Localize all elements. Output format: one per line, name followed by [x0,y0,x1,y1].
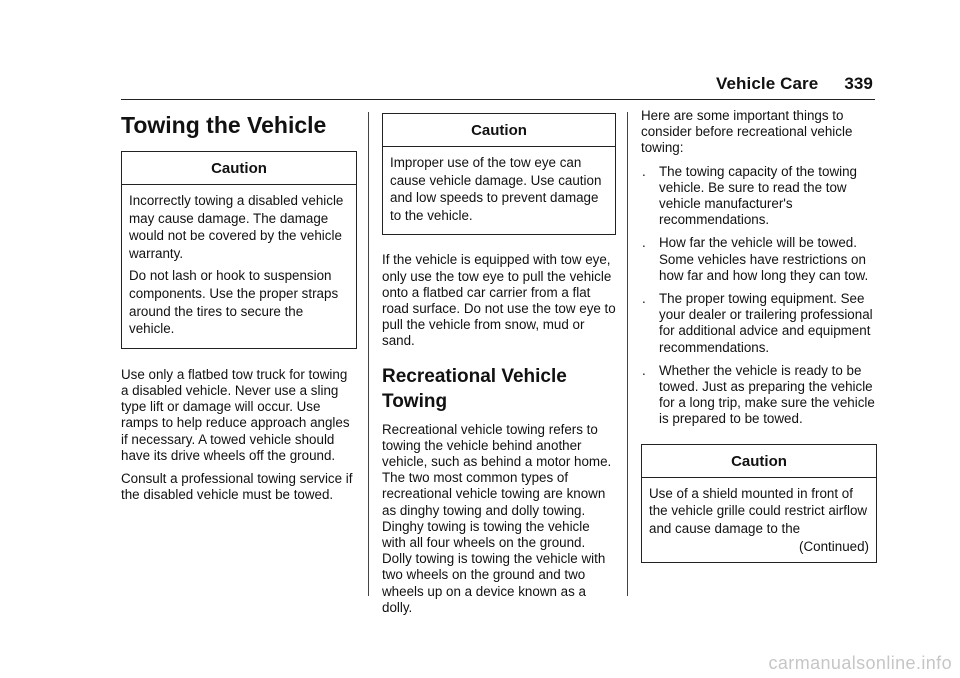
bullet-marker: . [642,291,646,307]
caution-body [122,185,356,348]
caution-paragraph: Use of a shield mounted in front of the vehicle grille could restrict airflow and cause damage to the [649,485,868,536]
list-item-text: Whether the vehicle is ready to be towed. Just as preparing the vehicle for a long trip, make sure the vehicle is prepared to be towed. [659,362,875,427]
column-1 [121,108,357,510]
caution-box-disabled-vehicle [121,151,357,349]
section-title: Vehicle Care [716,74,819,93]
caution-box-tow-eye [382,113,616,235]
watermark: carmanualsonline.info [768,653,952,673]
bullet-list [641,164,877,428]
caution-box-shield [641,444,877,564]
page-header [0,74,873,94]
caution-paragraph: Improper use of the tow eye can cause vehicle damage. Use caution and low speeds to prevent damage to the vehicle. [390,155,602,223]
column-divider-1 [368,112,369,596]
caution-body [642,478,876,563]
column-2 [382,108,616,623]
list-item [641,235,877,284]
bullet-marker: . [642,163,646,179]
section-heading-recreational-towing: Recreational Vehicle Towing [382,365,567,412]
column-divider-2 [627,112,628,596]
continued-label: (Continued) [799,539,869,555]
list-item [641,164,877,229]
list-item-text: The towing capacity of the towing vehicle. Be sure to read the tow vehicle manufacturer's recommendations. [659,163,857,228]
page-number: 339 [844,74,873,93]
column-3 [641,108,877,563]
caution-title: Caution [383,114,615,147]
list-item [641,291,877,356]
body-paragraph: Consult a professional towing service if the disabled vehicle must be towed. [121,470,353,503]
caution-paragraph: Do not lash or hook to suspension components. Use the proper straps around the tires to secure the vehicle. [129,268,339,337]
bullet-marker: . [642,362,646,378]
body-paragraph: If the vehicle is equipped with tow eye, only use the tow eye to pull the vehicle onto a flatbed car carrier from a flat road surface. Do not use the tow eye to pull the vehicle from snow, mud or sand. [382,252,616,349]
section-heading-towing: Towing the Vehicle [121,112,327,138]
bullet-marker: . [642,235,646,251]
caution-title: Caution [642,445,876,478]
header-rule [121,99,875,100]
intro-paragraph: Here are some important things to consider before recreational vehicle towing: [641,108,853,156]
caution-body [383,147,615,234]
caution-title: Caution [122,152,356,185]
list-item-text: How far the vehicle will be towed. Some vehicles have restrictions on how far and how long they can tow. [659,235,869,283]
body-paragraph: Recreational vehicle towing refers to towing the vehicle behind another vehicle, such as behind a motor home. The two most common types of recreational vehicle towing are known as dinghy towing and dolly towing. Dinghy towing is towing the vehicle with all four wheels on the ground. Dolly towing is towing the vehicle with two wheels on the ground and two wheels up on a device known as a dolly. [382,421,612,615]
list-item [641,363,877,428]
caution-paragraph: Incorrectly towing a disabled vehicle may cause damage. The damage would not be covered by the vehicle warranty. [129,193,344,261]
body-paragraph: Use only a flatbed tow truck for towing a disabled vehicle. Never use a sling type lift or damage will occur. Use ramps to help reduce approach angles if necessary. A towed vehicle should have its drive wheels off the ground. [121,366,350,463]
list-item-text: The proper towing equipment. See your dealer or trailering professional for additional advice and equipment recommendations. [659,291,873,355]
